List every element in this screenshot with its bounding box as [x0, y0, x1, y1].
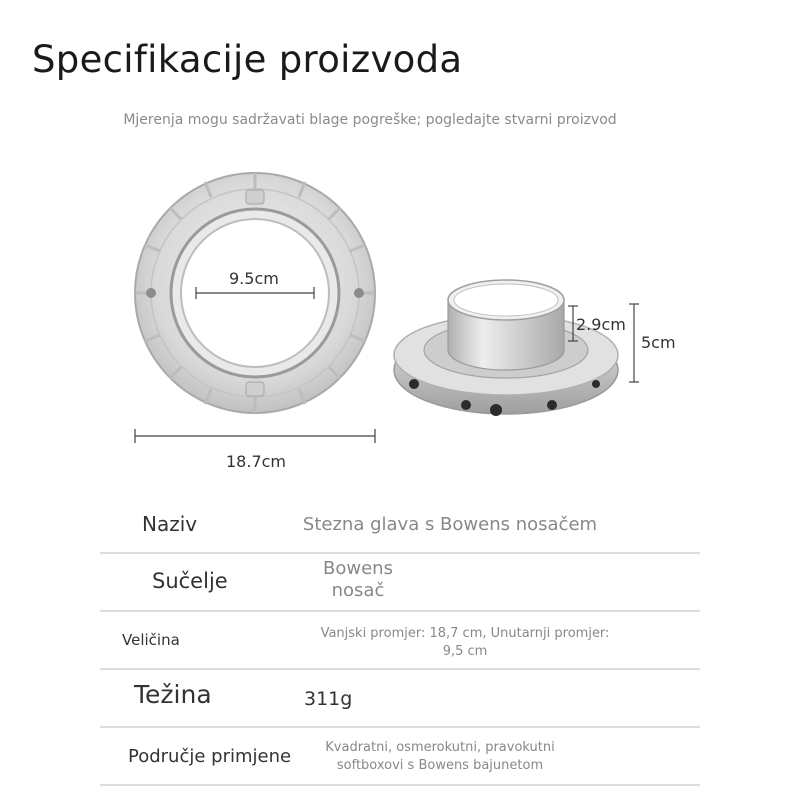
- spec-table: [100, 498, 700, 786]
- spec-row-size: [100, 612, 700, 670]
- spec-label: Sučelje: [152, 569, 228, 593]
- spec-label: Naziv: [142, 512, 198, 536]
- spec-value-line1: Bowens: [323, 558, 393, 579]
- spec-value-line2: softboxovi s Bowens bajunetom: [336, 758, 544, 773]
- collar-height-label: 2.9cm: [576, 315, 626, 334]
- spec-row-application: [100, 728, 700, 786]
- spec-value-line1: Vanjski promjer: 18,7 cm, Unutarnji promjer:: [320, 626, 610, 641]
- total-height-label: 5cm: [641, 333, 676, 352]
- inner-diameter-label: 9.5cm: [229, 269, 279, 288]
- spec-label: Težina: [134, 680, 212, 709]
- spec-row-name: [100, 498, 700, 554]
- spec-row-interface: [100, 554, 700, 612]
- spec-value: 311g: [304, 688, 353, 710]
- ring-side-view: [394, 280, 618, 416]
- spec-value: Stezna glava s Bowens nosačem: [302, 514, 598, 535]
- spec-value-line1: Kvadratni, osmerokutni, pravokutni: [325, 740, 555, 755]
- outer-diameter-label: 18.7cm: [226, 452, 287, 471]
- spec-label: Veličina: [122, 631, 180, 649]
- spec-label: Područje primjene: [128, 746, 292, 767]
- outer-diameter-dimension: [135, 429, 375, 443]
- total-height-dimension: [629, 304, 639, 382]
- spec-value-line2: nosač: [331, 580, 385, 601]
- spec-value-line2: 9,5 cm: [442, 644, 488, 659]
- page-title: Specifikacije proizvoda: [32, 38, 463, 81]
- measurement-note: Mjerenja mogu sadržavati blage pogreške; pogledajte stvarni proizvod: [123, 112, 617, 128]
- spec-row-weight: [100, 670, 700, 728]
